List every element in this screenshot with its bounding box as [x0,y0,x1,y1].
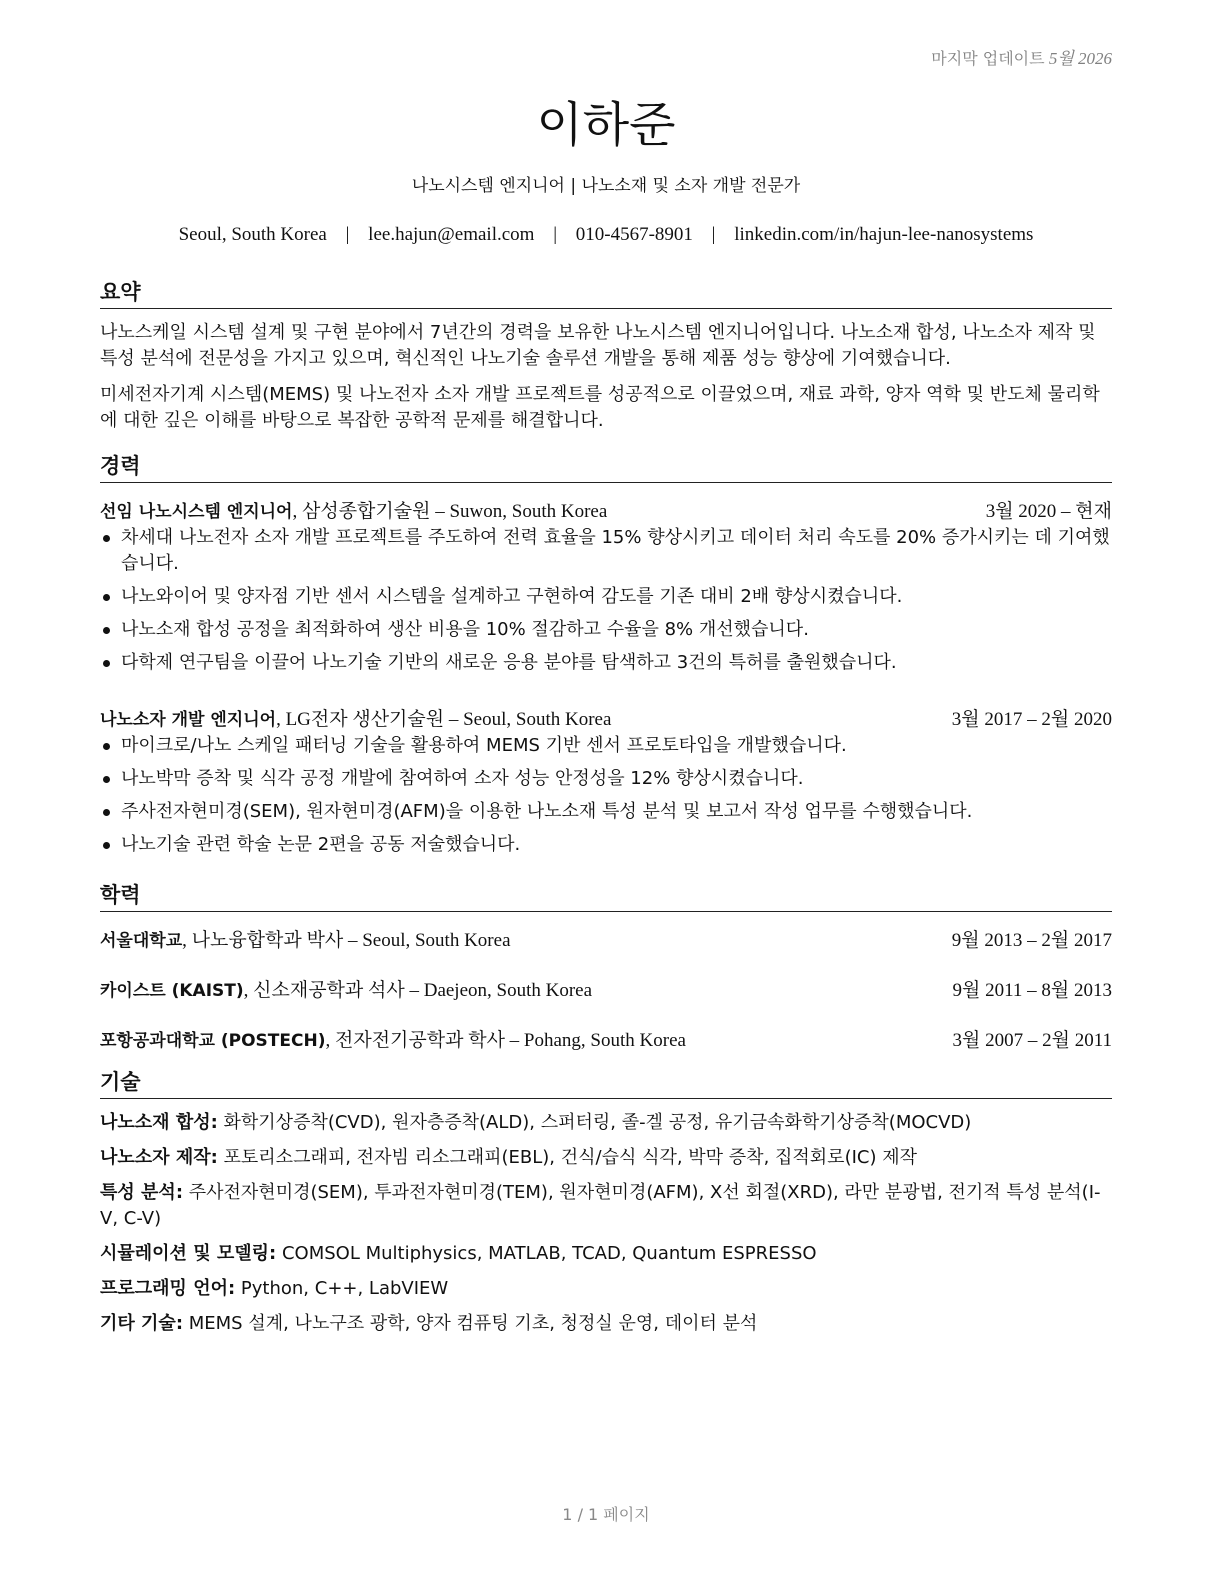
contact-location: Seoul, South Korea [178,224,327,245]
job-dates: 3월 2020 – 현재 [985,501,1112,522]
list-item: 나노소재 합성 공정을 최적화하여 생산 비용을 10% 절감하고 수율을 8% 개선했습니다. [100,617,1112,643]
candidate-name: 이하준 [536,97,676,153]
degree-detail: , 전자전기공학과 학사 – Pohang, South Korea [325,1030,686,1051]
contact-line [100,224,1112,246]
section-heading-experience: 경력 [100,450,1112,483]
education-dates: 9월 2013 – 2월 2017 [951,930,1112,951]
list-item: 다학제 연구팀을 이끌어 나노기술 기반의 새로운 응용 분야를 탐색하고 3건의 특허를 출원했습니다. [100,650,1112,676]
job-header [100,496,1112,523]
skill-row [100,1311,1112,1337]
skill-value: Python, C++, LabVIEW [235,1278,449,1299]
degree-detail: , 신소재공학과 석사 – Daejeon, South Korea [243,980,593,1001]
section-heading-summary: 요약 [100,276,1112,309]
degree-detail: , 나노융합학과 박사 – Seoul, South Korea [182,930,511,951]
school-name: 포항공과대학교 (POSTECH) [100,1031,326,1051]
section-heading-skills: 기술 [100,1066,1112,1099]
job-title: 선임 나노시스템 엔지니어 [100,502,293,522]
list-item: 나노박막 증착 및 식각 공정 개발에 참여하여 소자 성능 안정성을 12% 향상시켰습니다. [100,766,1112,792]
page-number: 1 / 1 페이지 [562,1505,650,1524]
contact-phone[interactable]: 010-4567-8901 [575,224,693,245]
list-item: 차세대 나노전자 소자 개발 프로젝트를 주도하여 전력 효율을 15% 향상시키고 데이터 처리 속도를 20% 증가시키는 데 기여했습니다. [100,525,1112,577]
contact-separator: | [345,224,350,245]
summary-paragraph: 나노스케일 시스템 설계 및 구현 분야에서 7년간의 경력을 보유한 나노시스템 엔지니어입니다. 나노소재 합성, 나노소자 제작 및 특성 분석에 전문성을 가지고 있으며, 혁신적인 나노기술 솔루션 개발을 통해 제품 성능 향상에 기여했습니다. [100,322,1096,369]
skill-row [100,1180,1112,1232]
job-dates: 3월 2017 – 2월 2020 [951,709,1112,730]
education-dates: 3월 2007 – 2월 2011 [952,1030,1112,1051]
job-header [100,704,1112,731]
skill-row [100,1145,1112,1171]
education-dates: 9월 2011 – 8월 2013 [952,980,1112,1001]
resume-page [100,0,1112,1584]
contact-email[interactable]: lee.hajun@email.com [368,224,535,245]
job-bullets [100,525,1112,683]
skill-value: COMSOL Multiphysics, MATLAB, TCAD, Quantum ESPRESSO [276,1243,817,1264]
skill-label: 특성 분석: [100,1182,184,1203]
list-item: 나노와이어 및 양자점 기반 센서 시스템을 설계하고 구현하여 감도를 기존 대비 2배 향상시켰습니다. [100,584,1112,610]
job-org: , 삼성종합기술원 – Suwon, South Korea [292,501,608,522]
contact-linkedin[interactable]: linkedin.com/in/hajun-lee-nanosystems [734,224,1034,245]
skill-value: 화학기상증착(CVD), 원자층증착(ALD), 스퍼터링, 졸-겔 공정, 유기금속화학기상증착(MOCVD) [217,1112,972,1133]
list-item: 나노기술 관련 학술 논문 2편을 공동 저술했습니다. [100,832,1112,858]
education-entry [100,1025,1112,1052]
skill-label: 나노소자 제작: [100,1147,218,1168]
skill-row [100,1241,1112,1267]
section-heading-education: 학력 [100,879,1112,912]
list-item: 마이크로/나노 스케일 패터닝 기술을 활용하여 MEMS 기반 센서 프로토타입을 개발했습니다. [100,733,1112,759]
skill-row [100,1276,1112,1302]
skill-label: 나노소재 합성: [100,1112,218,1133]
education-entry [100,975,1112,1002]
job-bullets [100,733,1112,865]
skill-label: 기타 기술: [100,1313,184,1334]
skill-label: 프로그래밍 언어: [100,1278,236,1299]
school-name: 카이스트 (KAIST) [100,981,244,1001]
skill-value: 주사전자현미경(SEM), 투과전자현미경(TEM), 원자현미경(AFM), X선 회절(XRD), 라만 분광법, 전기적 특성 분석(I-V, C-V) [100,1182,1101,1229]
job-title: 나노소자 개발 엔지니어 [100,710,277,730]
contact-separator: | [553,224,558,245]
skill-row [100,1110,1112,1136]
school-name: 서울대학교 [100,931,183,951]
last-updated: 마지막 업데이트 5월 2026 [931,49,1112,68]
job-org: , LG전자 생산기술원 – Seoul, South Korea [276,709,612,730]
skill-value: MEMS 설계, 나노구조 광학, 양자 컴퓨팅 기초, 청정실 운영, 데이터 분석 [183,1313,758,1334]
education-entry [100,925,1112,952]
list-item: 주사전자현미경(SEM), 원자현미경(AFM)을 이용한 나노소재 특성 분석 및 보고서 작성 업무를 수행했습니다. [100,799,1112,825]
contact-separator: | [711,224,716,245]
skill-value: 포토리소그래피, 전자빔 리소그래피(EBL), 건식/습식 식각, 박막 증착, 집적회로(IC) 제작 [217,1147,917,1168]
summary-paragraph: 미세전자기계 시스템(MEMS) 및 나노전자 소자 개발 프로젝트를 성공적으로 이끌었으며, 재료 과학, 양자 역학 및 반도체 물리학에 대한 깊은 이해를 바탕으로 복잡한 공학적 문제를 해결합니다. [100,384,1100,431]
skill-label: 시뮬레이션 및 모델링: [100,1243,277,1264]
candidate-subtitle: 나노시스템 엔지니어 | 나노소재 및 소자 개발 전문가 [411,176,801,196]
